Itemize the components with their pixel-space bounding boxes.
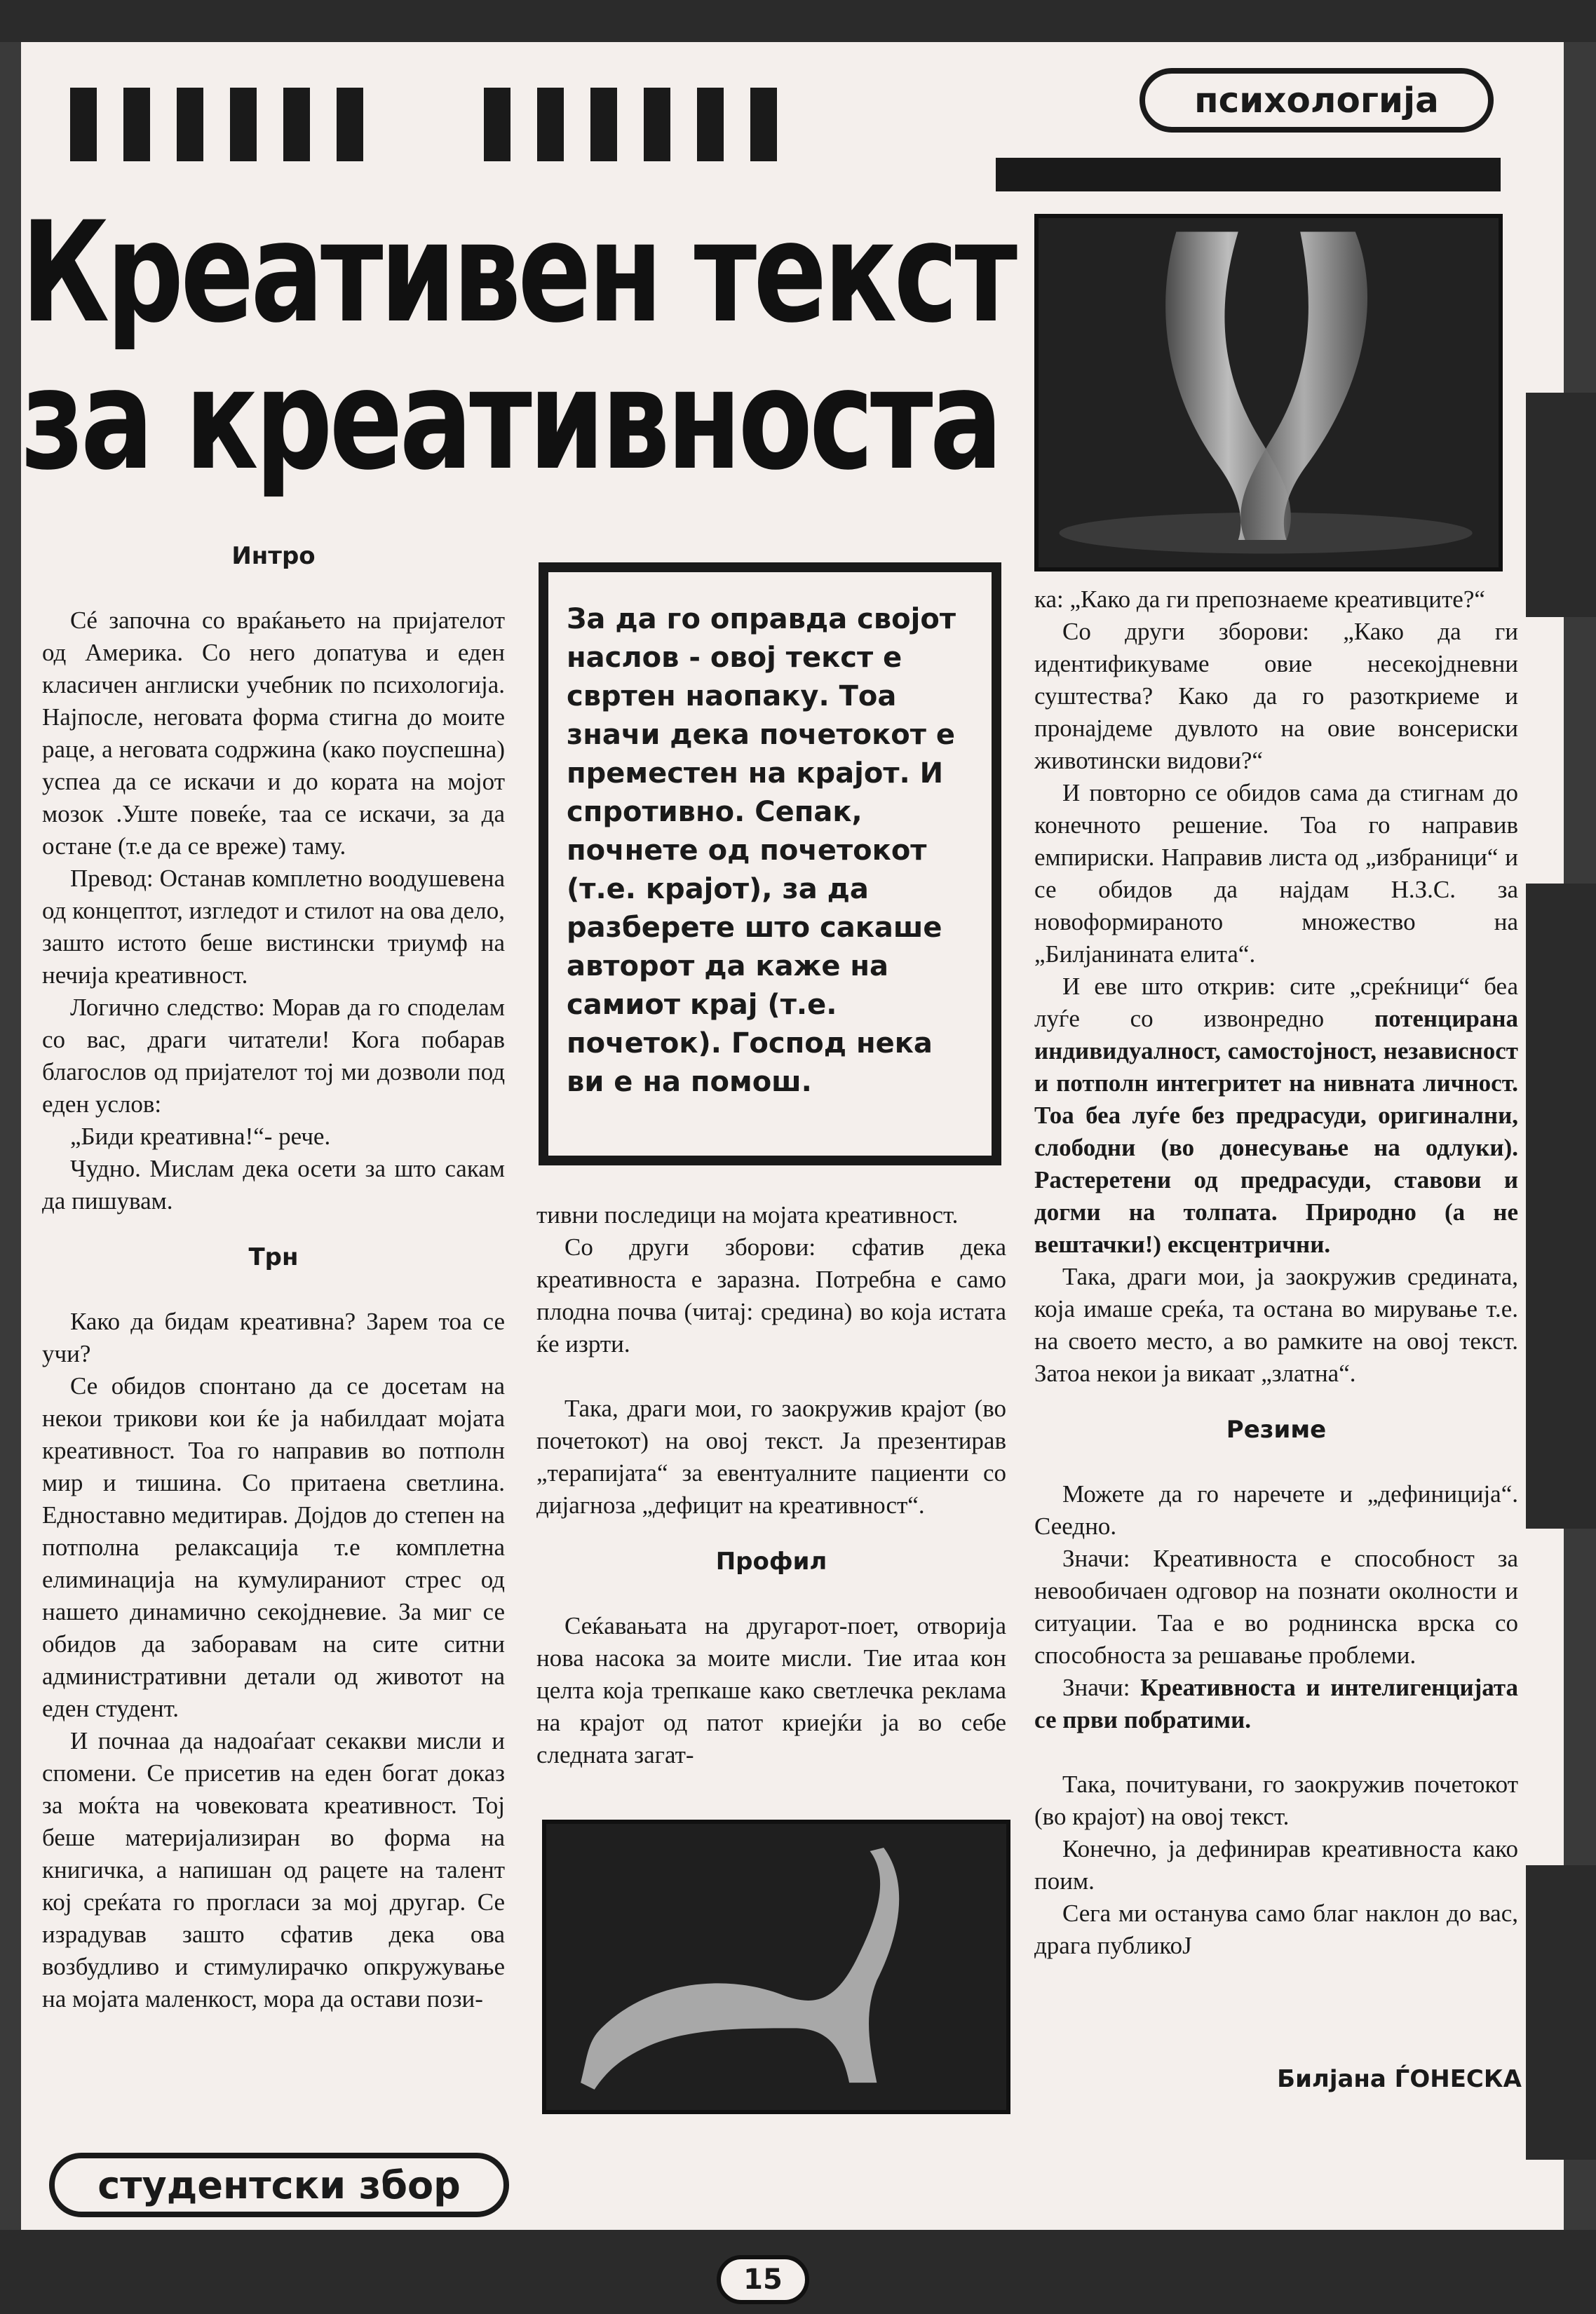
paragraph: Со други зборови: „Како да ги идентификуваме овие несекојдневни суштества? Како да го разоткриеме и пронајдеме дувлото на овие вонсериски животински видови?“ bbox=[1034, 618, 1518, 774]
subhead-intro: Интро bbox=[231, 542, 316, 570]
paragraph: Логично следство: Морав да го споделам со вас, драги читатели! Кога побарав благослов од пријателот тој ми дозволи под еден услов: bbox=[42, 994, 505, 1118]
paragraph: Сеќавањата на другарот-поет, отворија нова насока за моите мисли. Тие итаа кон целта која трепкаше како светлечка реклама на крајот од патот криејќи ја во себе следната загат- bbox=[536, 1612, 1006, 1768]
paragraph: Превод: Останав комплетно воодушевена од концептот, изгледот и стилот на ова дело, зашто истото беше вистински триумф на нечија креативност. bbox=[42, 865, 505, 989]
paragraph: Така, почитувани, го заокружив почетокот (во крајот) на овој текст. bbox=[1034, 1771, 1518, 1830]
edge-tab bbox=[1526, 393, 1596, 617]
boxed-intro-text: За да го оправда својот наслов - овој текст е свртен наопаку. Тоа значи дека почетокот е преместен на крајот. И спротивно. Сепак, почнете од почетокот (т.е. крајот), за да разберете што сакаше авторот да каже на самиот крај (т.е. почеток). Господ нека ви е на помош. bbox=[539, 562, 1001, 1165]
page-number: 15 bbox=[717, 2255, 809, 2304]
paragraph: Така, драги мои, го заокружив крајот (во почетокот) на овој текст. Ја презентирав „терапијата“ за евентуалните пациенти со дијагноза „дефицит на креативност“. bbox=[536, 1395, 1006, 1519]
column-1 bbox=[42, 540, 505, 2015]
column-3 bbox=[1034, 583, 1518, 1962]
paragraph: И еве што открив: сите „среќници“ беа луѓе со извонредно потенцирана индивидуалност, самостојност, независност и потполн интегритет на нивната личност. Тоа беа луѓе без предрасуди, оригинални, слободни (во донесување на одлуки). Растеретени од предрасуди, ставови и догми на толпата. Природно (а не вештачки!) ексцентрични. bbox=[1034, 973, 1519, 1258]
scan-top-edge bbox=[0, 0, 1596, 42]
paragraph: И повторно се обидов сама да стигнам до конечното решение. Тоа го направив емпириски. Направив листа од „избраници“ и се обидов да најдам Н.З.С. за новоформираното множество на „Билјанината елита“. bbox=[1034, 779, 1518, 968]
author-signature: Билјана ЃОНЕСКА bbox=[1277, 2065, 1522, 2093]
paragraph: И почнаа да надоаѓаат секакви мисли и спомени. Се присетив на еден богат доказ за моќта на човековата креативност. Тој беше материјализиран во форма на книгичка, а напишан од рацете на талент кој среќата го прогласи за мој другар. Се израдував зашто сфатив дека ова возбудливо и стимулирачко опкружување на мојата маленкост, мора да остави пози- bbox=[42, 1727, 505, 2012]
paragraph: Така, драги мои, ја заокружив средината, која имаше среќа, та остана во мирување т.е. на своето место, а во рамките на овој текст. Затоа некои ја викаат „златна“. bbox=[1034, 1263, 1518, 1387]
paragraph: тивни последици на мојата креативност. bbox=[536, 1201, 959, 1229]
column-2 bbox=[536, 1199, 1006, 1771]
headline-line-2: за креативноста bbox=[21, 339, 1000, 501]
photo-crossed-legs bbox=[1034, 214, 1503, 571]
paragraph: „Биди креативна!“- рече. bbox=[70, 1123, 331, 1150]
paragraph: Значи: Креативноста и интелигенцијата се први побратими. bbox=[1034, 1674, 1518, 1733]
paragraph: Значи: Креативноста е способност за невообичаен одговор на познати околности и ситуации. Таа е во роднинска врска со способноста за решавање проблеми. bbox=[1034, 1545, 1518, 1669]
subhead-rezime: Резиме bbox=[1226, 1416, 1327, 1444]
paragraph: Можете да го наречете и „дефиниција“. Сеедно. bbox=[1034, 1480, 1518, 1540]
edge-tab bbox=[1526, 884, 1596, 1529]
header-rule bbox=[996, 158, 1501, 191]
paragraph: ка: „Како да ги препознаеме креативците?“ bbox=[1034, 586, 1485, 613]
subhead-trn: Трн bbox=[248, 1243, 299, 1271]
photo-backbend bbox=[542, 1820, 1010, 2114]
paragraph: Сé започна со враќањето на пријателот од Америка. Со него допатува и еден класичен англиски учебник по психологија. Најпосле, неговата форма стигна до моите раце, а неговата содржина (како поуспешна) успеа да се искачи и до кората на мојот мозок .Уште повеќе, таа се искачи, за да остане (т.е да се вреже) таму. bbox=[42, 607, 505, 860]
header-stripes-left bbox=[70, 88, 363, 161]
subhead-profil: Профил bbox=[715, 1548, 827, 1576]
section-tag: психологија bbox=[1139, 68, 1494, 133]
paragraph: Конечно, ја дефинирав креативноста како поим. bbox=[1034, 1835, 1518, 1895]
paragraph: Сега ми останува само благ наклон до вас, драга публикоЈ bbox=[1034, 1900, 1518, 1959]
paragraph: Се обидов спонтано да се досетам на некои трикови кои ќе ја набилдаат мојата креативност. Тоа го направив во потполн мир и тишина. Со притаена светлина. Едноставно медитирав. Дојдов до степен на потполна релаксација т.е комплетна елиминација на кумулираниот стрес од нашето динамично секојдневие. За миг се обидов да заборавам на сите ситни административни детали од животот на еден студент. bbox=[42, 1372, 505, 1722]
edge-tab bbox=[1526, 1865, 1596, 2160]
headline-line-1: Креативен текст bbox=[21, 191, 1015, 353]
paragraph: Со други зборови: сфатив дека креативноста е заразна. Потребна е само плодна почва (читај: средина) во која истата ќе изрти. bbox=[536, 1233, 1006, 1358]
paragraph: Чудно. Мислам дека осети за што сакам да пишувам. bbox=[42, 1155, 505, 1214]
publication-footer: студентски збор bbox=[49, 2153, 509, 2217]
header-stripes-right bbox=[484, 88, 777, 161]
paragraph: Како да бидам креативна? Зарем тоа се учи? bbox=[42, 1308, 505, 1367]
